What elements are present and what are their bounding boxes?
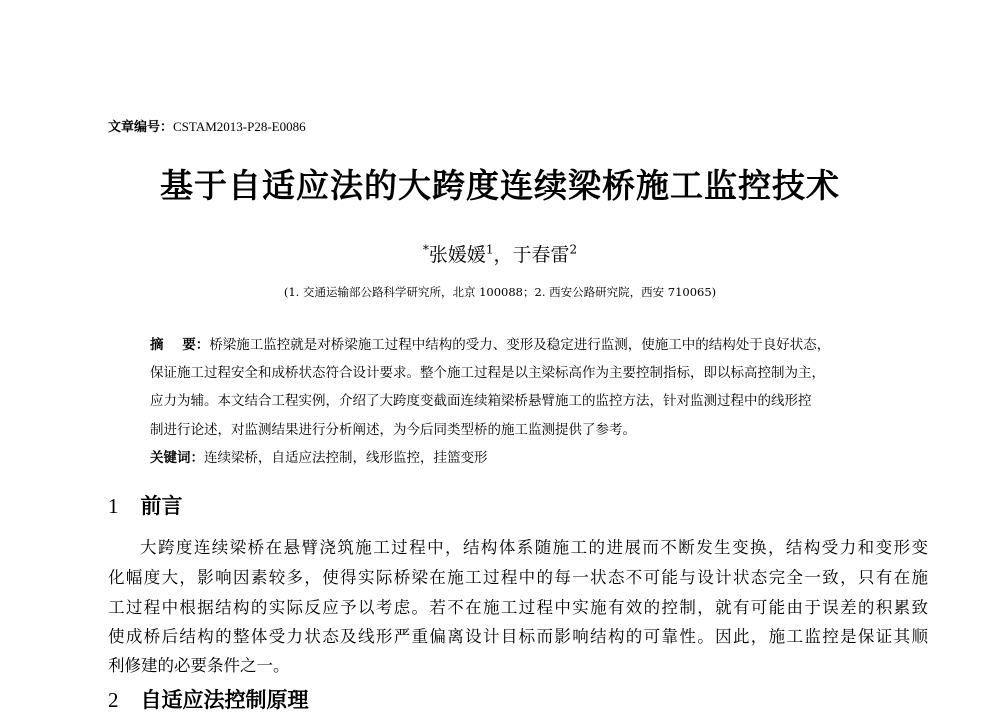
- section-1-title: 前言: [140, 494, 183, 518]
- abstract-line-2: 保证施工过程安全和成桥状态符合设计要求。整个施工过程是以主梁标高作为主要控制指标，即以标高控制为主，: [150, 365, 825, 381]
- author-2: 于春雷: [512, 244, 570, 266]
- author-separator: ，: [493, 244, 513, 266]
- author-1: 张媛媛: [428, 244, 486, 266]
- keywords-text: 连续梁桥，自适应法控制，线形监控，挂篮变形: [204, 450, 488, 466]
- section-1-line-4: 使成桥后结构的整体受力状态及线形严重偏离设计目标而影响结构的可靠性。因此，施工监控是保证其顺: [108, 627, 928, 646]
- article-id-value: CSTAM2013-P28-E0086: [173, 119, 306, 134]
- abstract-label: 摘 要：: [150, 337, 210, 353]
- section-1-number: 1: [108, 494, 119, 518]
- abstract-line-4: 制进行论述，对监测结果进行分析阐述，为今后同类型桥的施工监测提供了参考。: [150, 422, 636, 438]
- author-2-affil: 2: [569, 242, 578, 257]
- abstract-line-3: 应力为辅。本文结合工程实例，介绍了大跨度变截面连续箱梁桥悬臂施工的监控方法，针对监测过程中的线形控: [150, 393, 812, 409]
- keywords-label: 关键词：: [150, 450, 204, 466]
- section-1-heading: [108, 490, 183, 520]
- author-1-affil: 1: [485, 242, 494, 257]
- author-line: [0, 240, 1000, 267]
- section-1-line-1: 大跨度连续梁桥在悬臂浇筑施工过程中，结构体系随施工的进展而不断发生变换，结构受力和变形变: [140, 538, 928, 557]
- affiliation: (1. 交通运输部公路科学研究所，北京 100088；2. 西安公路研究院，西安 710065): [283, 285, 717, 299]
- abstract-line-1: [150, 333, 830, 353]
- article-id-label: 文章编号：: [108, 120, 174, 135]
- section-1-line-3: 工过程中根据结构的实际反应予以考虑。若不在施工过程中实施有效的控制，就有可能由于误差的积累致: [108, 598, 928, 617]
- keywords: [150, 446, 488, 466]
- paper-title: 基于自适应法的大跨度连续梁桥施工监控技术: [160, 166, 840, 205]
- section-1-line-5: 利修建的必要条件之一。: [108, 656, 290, 675]
- section-2-title: 自适应法控制原理: [140, 688, 309, 712]
- section-1-line-2: 化幅度大，影响因素较多，使得实际桥梁在施工过程中的每一状态不可能与设计状态完全一致，只有在施: [108, 568, 928, 587]
- corresponding-marker: *: [422, 242, 429, 257]
- section-2-number: 2: [108, 688, 119, 712]
- abstract-text: 桥梁施工监控就是对桥梁施工过程中结构的受力、变形及稳定进行监测，使施工中的结构处于良好状态，: [209, 337, 831, 353]
- article-id: [108, 116, 306, 135]
- section-2-heading: [108, 684, 309, 714]
